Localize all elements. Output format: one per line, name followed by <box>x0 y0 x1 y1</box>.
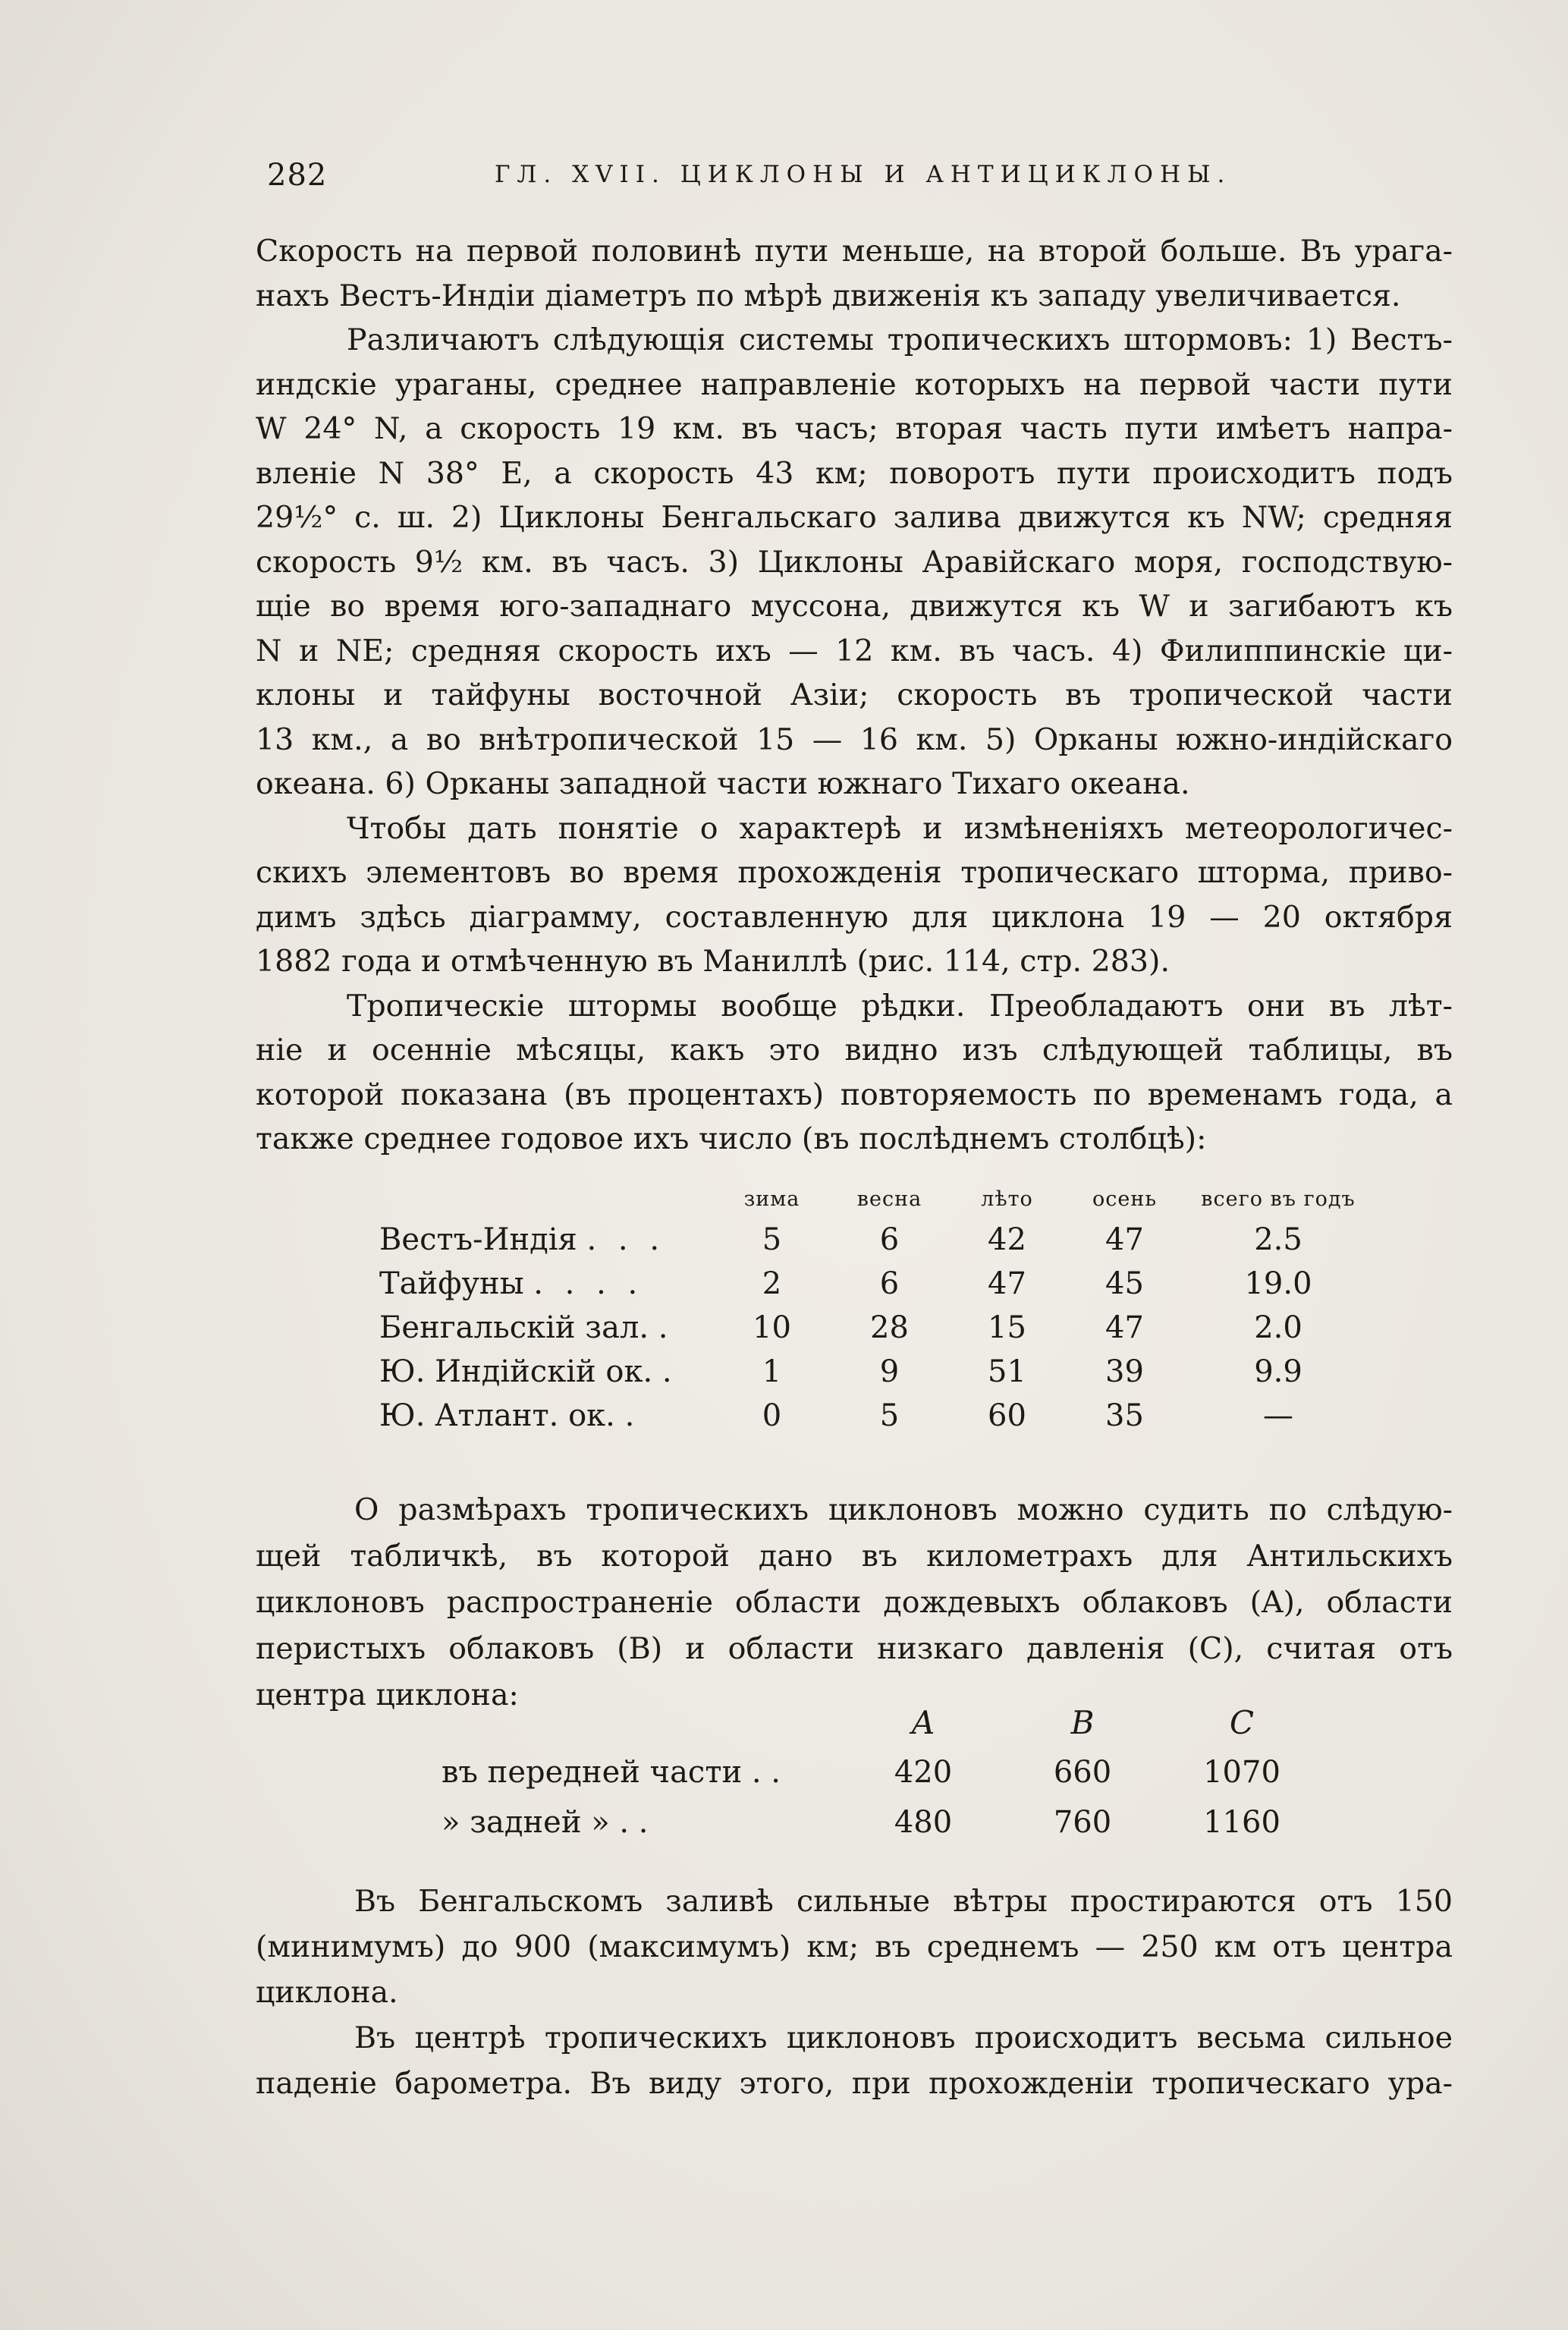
text-line: 29½° с. ш. 2) Циклоны Бенгальскаго залива движутся къ NW; средняя <box>256 500 1453 535</box>
text-line: ніе и осенніе мѣсяцы, какъ это видно изъ слѣдующей таблицы, въ <box>256 1033 1453 1068</box>
table-cell: 39 <box>1105 1354 1144 1389</box>
chapter-title: ГЛ. XVII. ЦИКЛОНЫ И АНТИЦИКЛОНЫ. <box>495 161 1232 188</box>
table-row <box>379 1262 1373 1306</box>
table-cell: 5 <box>879 1398 900 1433</box>
body-text-bottom <box>256 1879 1453 2106</box>
text-line: нахъ Вестъ-Индіи діаметръ по мѣрѣ движенія къ западу увеличивается. <box>256 278 1401 313</box>
table-cell: 51 <box>988 1354 1026 1389</box>
text-line: Различаютъ слѣдующія системы тропическихъ штормовъ: 1) Вестъ- <box>347 322 1453 357</box>
table-header-row <box>379 1180 1373 1218</box>
row-label: Ю. Индійскій ок. . <box>379 1354 678 1389</box>
table-cell: 60 <box>988 1398 1026 1433</box>
text-line: N и NE; средняя скорость ихъ — 12 км. въ часъ. 4) Филиппинскіе ци- <box>256 633 1453 668</box>
text-line: Въ Бенгальскомъ заливѣ сильные вѣтры простираются отъ 150 <box>354 1884 1453 1919</box>
table-row <box>379 1394 1373 1438</box>
text-line: W 24° N, а скорость 19 км. въ часъ; вторая часть пути имѣетъ напра- <box>256 411 1453 446</box>
text-line: центра циклона: <box>256 1678 519 1712</box>
table-header-row <box>441 1697 1321 1747</box>
text-line: клоны и тайфуны восточной Азіи; скорость въ тропической части <box>256 678 1453 712</box>
column-header: B <box>1070 1703 1095 1741</box>
text-line: океана. 6) Орканы западной части южнаго Тихаго океана. <box>256 766 1190 801</box>
table-cell: 760 <box>1053 1805 1112 1840</box>
table-cell: 660 <box>1053 1755 1112 1790</box>
table-row <box>441 1747 1321 1797</box>
text-line: димъ здѣсь діаграмму, составленную для циклона 19 — 20 октября <box>256 899 1453 935</box>
table-cell: 6 <box>879 1222 900 1257</box>
text-line: скорость 9½ км. въ часъ. 3) Циклоны Аравійскаго моря, господствую- <box>256 544 1453 580</box>
table-cell: 480 <box>894 1805 953 1840</box>
table-cell: 420 <box>894 1755 953 1790</box>
row-label: Тайфуны . . . . <box>379 1266 644 1301</box>
table-cell: — <box>1263 1398 1293 1433</box>
table-cell: 28 <box>870 1310 909 1345</box>
text-line: щей табличкѣ, въ которой дано въ километрахъ для Антильскихъ <box>256 1539 1453 1574</box>
running-header <box>267 158 1367 203</box>
text-line: циклоновъ распространеніе области дождевыхъ облаковъ (A), области <box>256 1585 1453 1620</box>
column-header: всего въ годъ <box>1201 1187 1356 1211</box>
text-line: паденіе барометра. Въ виду этого, при прохожденіи тропическаго ура- <box>256 2066 1453 2101</box>
table-header-blank <box>441 1697 844 1747</box>
text-line: перистыхъ облаковъ (B) и области низкаго давленія (C), считая отъ <box>256 1631 1453 1666</box>
table-cell: 47 <box>1105 1310 1144 1345</box>
text-line: циклона. <box>256 1975 398 2010</box>
row-label: Вестъ-Индія . . . <box>379 1222 666 1257</box>
column-header: весна <box>856 1187 922 1211</box>
text-line: которой показана (въ процентахъ) повторяемость по временамъ года, а <box>256 1077 1453 1112</box>
column-header: осень <box>1092 1187 1158 1211</box>
table-row <box>379 1218 1373 1262</box>
text-line: Въ центрѣ тропическихъ циклоновъ происходитъ весьма сильное <box>354 2020 1453 2055</box>
table-cell: 19.0 <box>1244 1266 1312 1301</box>
text-line: вленіе N 38° E, а скорость 43 км; поворотъ пути происходитъ подъ <box>256 455 1453 491</box>
table-row <box>379 1350 1373 1394</box>
cyclone-size-table <box>441 1697 1321 1847</box>
table-cell: 35 <box>1105 1398 1144 1433</box>
table-cell: 42 <box>988 1222 1026 1257</box>
table-cell: 9.9 <box>1254 1354 1302 1389</box>
page-number: 282 <box>267 158 328 193</box>
table-row <box>379 1306 1373 1350</box>
table-cell: 5 <box>762 1222 782 1257</box>
text-line: индскіе ураганы, среднее направленіе которыхъ на первой части пути <box>256 366 1453 402</box>
column-header: лѣто <box>981 1187 1033 1211</box>
row-label: въ передней части . . <box>441 1755 781 1790</box>
table-cell: 2 <box>762 1266 782 1301</box>
table-cell: 1160 <box>1203 1805 1280 1840</box>
storm-frequency-table <box>379 1180 1373 1438</box>
body-text-middle <box>256 1487 1453 1718</box>
table-cell: 10 <box>753 1310 791 1345</box>
row-label: » задней » . . <box>441 1805 649 1840</box>
table-cell: 47 <box>988 1266 1026 1301</box>
table-header-blank <box>379 1180 713 1218</box>
table-cell: 9 <box>879 1354 900 1389</box>
text-line: О размѣрахъ тропическихъ циклоновъ можно судить по слѣдую- <box>354 1492 1453 1527</box>
table-cell: 47 <box>1105 1222 1144 1257</box>
text-line: (минимумъ) до 900 (максимумъ) км; въ среднемъ — 250 км отъ центра <box>256 1929 1453 1964</box>
table-cell: 1070 <box>1203 1755 1280 1790</box>
table-cell: 2.0 <box>1254 1310 1302 1345</box>
table-cell: 2.5 <box>1254 1222 1302 1257</box>
body-text-top <box>256 229 1453 1162</box>
text-line: 1882 года и отмѣченную въ Маниллѣ (рис. 114, стр. 283). <box>256 944 1171 979</box>
table-cell: 15 <box>988 1310 1026 1345</box>
text-line: 13 км., а во внѣтропической 15 — 16 км. 5) Орканы южно-индійскаго <box>256 722 1453 757</box>
column-header: C <box>1229 1703 1255 1741</box>
table-cell: 0 <box>762 1398 782 1433</box>
row-label: Бенгальскій зал. . <box>379 1310 674 1345</box>
table-cell: 6 <box>879 1266 900 1301</box>
column-header: зима <box>743 1187 800 1211</box>
text-line: Чтобы дать понятіе о характерѣ и измѣненіяхъ метеорологичес- <box>347 810 1453 846</box>
text-line: Скорость на первой половинѣ пути меньше, на второй больше. Въ урага- <box>256 234 1453 269</box>
row-label: Ю. Атлант. ок. . <box>379 1398 641 1433</box>
table-cell: 45 <box>1105 1266 1144 1301</box>
text-line: Тропическіе штормы вообще рѣдки. Преобладаютъ они въ лѣт- <box>347 988 1453 1024</box>
text-line: скихъ элементовъ во время прохожденія тропическаго шторма, приво- <box>256 855 1453 890</box>
text-line: также среднее годовое ихъ число (въ послѣднемъ столбцѣ): <box>256 1121 1207 1156</box>
text-line: щіе во время юго-западнаго муссона, движутся къ W и загибаютъ къ <box>256 589 1453 624</box>
table-row <box>441 1797 1321 1847</box>
table-cell: 1 <box>762 1354 782 1389</box>
column-header: A <box>911 1703 935 1741</box>
